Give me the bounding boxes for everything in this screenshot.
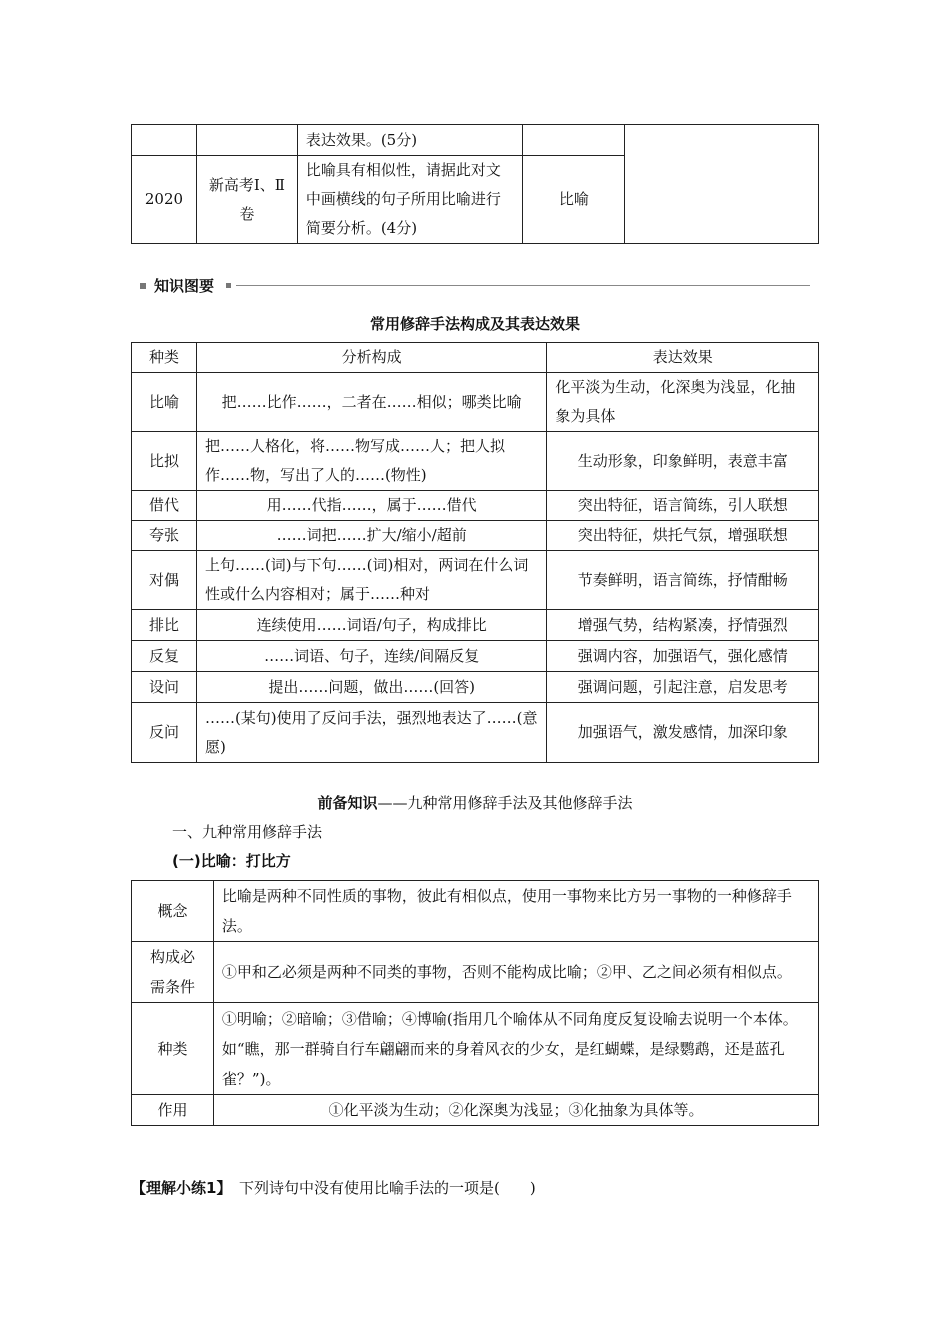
rhetoric-table bbox=[131, 342, 819, 763]
year-cell: 2020 bbox=[132, 156, 197, 244]
effect-cell: 强调内容，加强语气，强化感情 bbox=[547, 641, 819, 672]
pre-knowledge-title-rest: ——九种常用修辞手法及其他修辞手法 bbox=[377, 794, 633, 812]
question-cell: 比喻具有相似性，请据此对文中画横线的句子所用比喻进行简要分析。(4分) bbox=[297, 156, 523, 244]
structure-cell: 提出……问题，做出……(回答) bbox=[196, 672, 546, 703]
table-row bbox=[132, 432, 819, 491]
table-row bbox=[132, 491, 819, 521]
structure-cell: 连续使用……词语/句子，构成排比 bbox=[196, 610, 546, 641]
table-title: 常用修辞手法构成及其表达效果 bbox=[369, 315, 580, 333]
table-row bbox=[132, 881, 819, 942]
table-row bbox=[132, 942, 819, 1003]
effect-cell: 节奏鲜明，语言简练，抒情酣畅 bbox=[547, 551, 819, 610]
table-row bbox=[132, 1095, 819, 1126]
question-cell: 表达效果。(5分) bbox=[297, 125, 523, 156]
exercise-label: 【理解小练1】 bbox=[131, 1179, 224, 1197]
table-row bbox=[132, 703, 819, 763]
kind-cell: 设问 bbox=[132, 672, 197, 703]
section-heading-label: 知识图要 bbox=[154, 277, 215, 295]
kind-cell: 反问 bbox=[132, 703, 197, 763]
row-content: ①明喻；②暗喻；③借喻；④博喻(指用几个喻体从不同角度反复设喻去说明一个本体。如“瞧，那一群骑自行车翩翩而来的身着风衣的少女，是红蝴蝶，是绿鹦鹉，还是蓝孔雀？”)。 bbox=[213, 1003, 818, 1095]
table-header-row bbox=[132, 343, 819, 373]
square-bullet-icon bbox=[226, 283, 231, 288]
pre-knowledge-title bbox=[131, 792, 819, 814]
kind-cell: 对偶 bbox=[132, 551, 197, 610]
row-content: 比喻是两种不同性质的事物，彼此有相似点，使用一事物来比方另一事物的一种修辞手法。 bbox=[213, 881, 818, 942]
effect-cell: 突出特征，语言简练，引人联想 bbox=[547, 491, 819, 521]
exam-table bbox=[131, 124, 819, 244]
row-label: 概念 bbox=[132, 881, 214, 942]
device-cell: 比喻 bbox=[523, 156, 625, 244]
structure-cell: ……(某句)使用了反问手法，强烈地表达了……(意愿) bbox=[196, 703, 546, 763]
table-row bbox=[132, 672, 819, 703]
exam-cell: 新高考Ⅰ、Ⅱ卷 bbox=[196, 156, 297, 244]
exercise-prompt bbox=[131, 1177, 536, 1199]
table-row bbox=[132, 125, 819, 156]
table-row bbox=[132, 551, 819, 610]
pre-knowledge-title-bold: 前备知识 bbox=[317, 794, 378, 812]
row-content: ①化平淡为生动；②化深奥为浅显；③化抽象为具体等。 bbox=[213, 1095, 818, 1126]
kind-cell: 比拟 bbox=[132, 432, 197, 491]
kind-cell: 借代 bbox=[132, 491, 197, 521]
table-row bbox=[132, 521, 819, 551]
effect-cell: 增强气势，结构紧凑，抒情强烈 bbox=[547, 610, 819, 641]
table-row bbox=[132, 641, 819, 672]
effect-cell: 突出特征，烘托气氛，增强联想 bbox=[547, 521, 819, 551]
kind-cell: 排比 bbox=[132, 610, 197, 641]
structure-cell: ……词语、句子，连续/间隔反复 bbox=[196, 641, 546, 672]
table-row bbox=[132, 610, 819, 641]
structure-cell: 把……人格化，将……物写成……人；把人拟作……物，写出了人的……(物性) bbox=[196, 432, 546, 491]
row-label: 种类 bbox=[132, 1003, 214, 1095]
empty-cell bbox=[625, 125, 819, 244]
section-heading bbox=[140, 276, 810, 298]
kind-cell: 比喻 bbox=[132, 373, 197, 432]
heading-level-1: 一、九种常用修辞手法 bbox=[172, 823, 323, 841]
effect-cell: 生动形象，印象鲜明，表意丰富 bbox=[547, 432, 819, 491]
row-label: 构成必需条件 bbox=[132, 942, 214, 1003]
table-row bbox=[132, 1003, 819, 1095]
structure-cell: 上句……(词)与下句……(词)相对，两词在什么词性或什么内容相对；属于……种对 bbox=[196, 551, 546, 610]
structure-cell: ……词把……扩大/缩小/超前 bbox=[196, 521, 546, 551]
heading-level-2: (一)比喻：打比方 bbox=[172, 852, 291, 870]
row-content: ①甲和乙必须是两种不同类的事物，否则不能构成比喻；②甲、乙之间必须有相似点。 bbox=[213, 942, 818, 1003]
effect-cell: 化平淡为生动，化深奥为浅显，化抽象为具体 bbox=[547, 373, 819, 432]
year-cell bbox=[132, 125, 197, 156]
square-bullet-icon bbox=[140, 283, 146, 289]
kind-cell: 夸张 bbox=[132, 521, 197, 551]
exercise-text: 下列诗句中没有使用比喻手法的一项是( ) bbox=[238, 1179, 536, 1197]
device-cell bbox=[523, 125, 625, 156]
structure-cell: 用……代指……，属于……借代 bbox=[196, 491, 546, 521]
structure-cell: 把……比作……，二者在……相似；哪类比喻 bbox=[196, 373, 546, 432]
row-label: 作用 bbox=[132, 1095, 214, 1126]
effect-cell: 加强语气，激发感情，加深印象 bbox=[547, 703, 819, 763]
column-header: 表达效果 bbox=[547, 343, 819, 373]
column-header: 种类 bbox=[132, 343, 197, 373]
effect-cell: 强调问题，引起注意，启发思考 bbox=[547, 672, 819, 703]
kind-cell: 反复 bbox=[132, 641, 197, 672]
column-header: 分析构成 bbox=[196, 343, 546, 373]
divider bbox=[236, 285, 810, 286]
metaphor-table bbox=[131, 880, 819, 1126]
table-row bbox=[132, 373, 819, 432]
exam-cell bbox=[196, 125, 297, 156]
